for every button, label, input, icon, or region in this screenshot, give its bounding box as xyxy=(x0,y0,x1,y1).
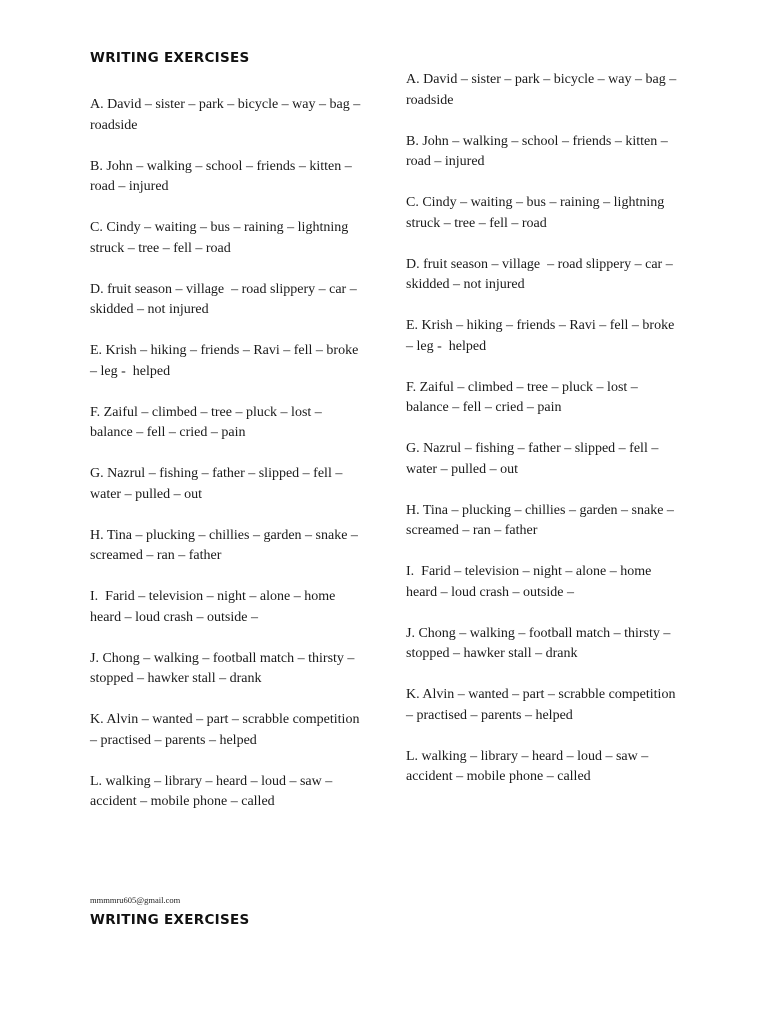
exercise-item: A. David – sister – park – bicycle – way – bag – roadside xyxy=(90,97,364,133)
exercise-item: I. Farid – television – night – alone – home heard – loud crash – outside – xyxy=(90,589,339,625)
left-exercise-list xyxy=(90,95,362,833)
exercise-item: I. Farid – television – night – alone – home heard – loud crash – outside – xyxy=(406,564,655,600)
exercise-item: H. Tina – plucking – chillies – garden – snake – screamed – ran – father xyxy=(406,502,678,538)
exercise-item: L. walking – library – heard – loud – saw – accident – mobile phone – called xyxy=(406,748,652,784)
exercise-item: D. fruit season – village – road slippery – car – skidded – not injured xyxy=(406,256,677,292)
exercise-item: C. Cindy – waiting – bus – raining – lightning struck – tree – fell – road xyxy=(406,195,672,231)
exercise-item: L. walking – library – heard – loud – saw – accident – mobile phone – called xyxy=(90,773,336,809)
page-title: WRITING EXERCISES xyxy=(90,50,250,66)
exercise-item: G. Nazrul – fishing – father – slipped – fell – water – pulled – out xyxy=(90,466,346,502)
exercise-item: F. Zaiful – climbed – tree – pluck – lost – balance – fell – cried – pain xyxy=(90,404,326,440)
footer-title: WRITING EXERCISES xyxy=(90,912,250,928)
exercise-item: F. Zaiful – climbed – tree – pluck – lost – balance – fell – cried – pain xyxy=(406,379,642,415)
exercise-item: C. Cindy – waiting – bus – raining – lightning struck – tree – fell – road xyxy=(90,220,356,256)
exercise-item: K. Alvin – wanted – part – scrabble competition – practised – parents – helped xyxy=(90,712,363,748)
exercise-item: J. Chong – walking – football match – thirsty – stopped – hawker stall – drank xyxy=(406,625,674,661)
exercise-item: K. Alvin – wanted – part – scrabble competition – practised – parents – helped xyxy=(406,687,679,723)
exercise-item: G. Nazrul – fishing – father – slipped – fell – water – pulled – out xyxy=(406,441,662,477)
exercise-item: J. Chong – walking – football match – thirsty – stopped – hawker stall – drank xyxy=(90,650,358,686)
exercise-item: H. Tina – plucking – chillies – garden – snake – screamed – ran – father xyxy=(90,527,362,563)
right-exercise-list xyxy=(406,70,682,808)
exercise-item: B. John – walking – school – friends – kitten – road – injured xyxy=(90,158,356,194)
exercise-item: E. Krish – hiking – friends – Ravi – fell – broke – leg - helped xyxy=(406,318,678,354)
exercise-item: D. fruit season – village – road slippery – car – skidded – not injured xyxy=(90,281,361,317)
exercise-item: A. David – sister – park – bicycle – way – bag – roadside xyxy=(406,72,680,108)
exercise-item: E. Krish – hiking – friends – Ravi – fell – broke – leg - helped xyxy=(90,343,362,379)
exercise-item: B. John – walking – school – friends – kitten – road – injured xyxy=(406,133,672,169)
footer-email: mmmmru605@gmail.com xyxy=(90,895,181,905)
